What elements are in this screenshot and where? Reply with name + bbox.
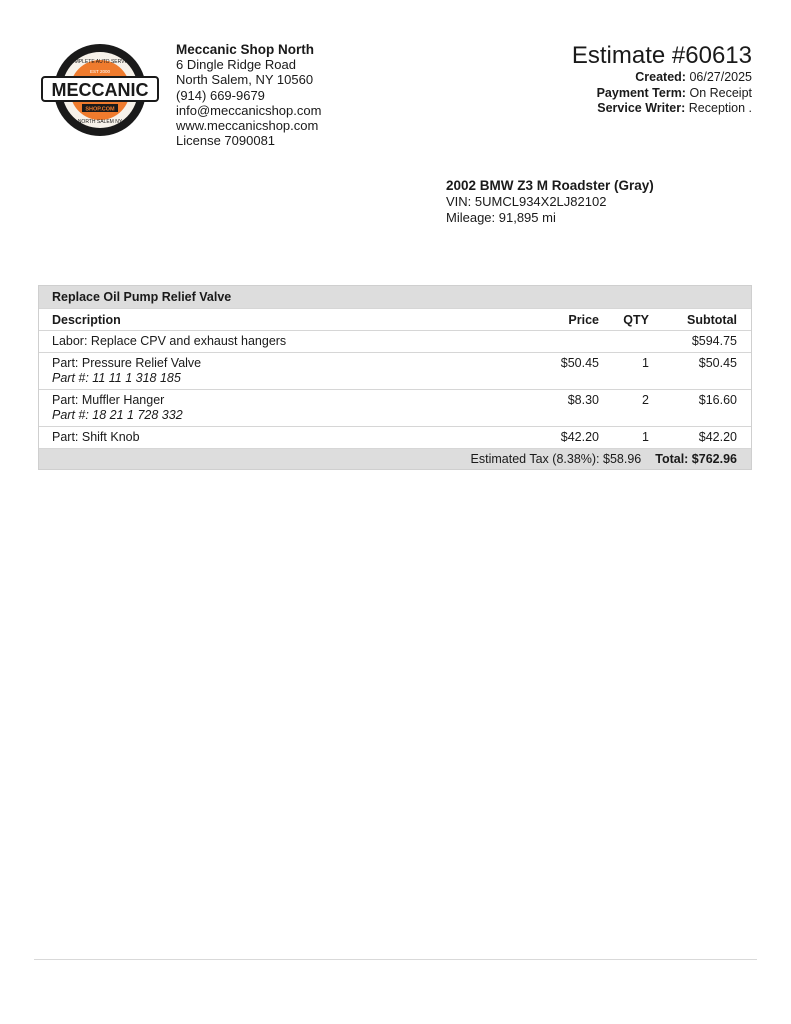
line-description-text: Labor: Replace CPV and exhaust hangers (52, 334, 287, 348)
col-qty: QTY (623, 312, 649, 327)
line-description-text: Part: Muffler Hanger (52, 393, 165, 407)
line-price: $8.30 (567, 393, 599, 407)
table-row (39, 426, 751, 448)
line-price (523, 334, 613, 349)
line-subtotal: $594.75 (691, 334, 737, 348)
line-qty: 1 (642, 430, 649, 444)
service-title: Replace Oil Pump Relief Valve (39, 286, 751, 308)
line-description-text: Part: Pressure Relief Valve (52, 356, 202, 370)
estimate-title: Estimate #60613 (571, 42, 752, 69)
line-price: $42.20 (560, 430, 599, 444)
line-description (39, 430, 523, 445)
totals-row (39, 448, 751, 469)
vehicle-mileage: Mileage: 91,895 mi (446, 209, 556, 225)
shop-phone: (914) 669-9679 (176, 87, 265, 103)
line-subtotal: $42.20 (698, 430, 737, 444)
line-description-text: Part: Shift Knob (52, 430, 140, 444)
service-writer-value: Reception . (688, 101, 752, 115)
estimated-tax: Estimated Tax (8.38%): $58.96 (470, 452, 642, 466)
footer-divider (34, 959, 757, 960)
shop-license: License 7090081 (176, 133, 276, 149)
shop-website: www.meccanicshop.com (176, 118, 319, 134)
table-row (39, 389, 751, 426)
payment-term-label: Payment Term: (596, 85, 686, 100)
table-row (39, 330, 751, 352)
created-value: 06/27/2025 (689, 70, 752, 84)
payment-term-row (572, 86, 752, 102)
line-qty: 2 (642, 393, 649, 407)
logo-domain: SHOP.COM (85, 106, 115, 113)
estimate-header (572, 42, 752, 117)
service-writer-row (572, 101, 752, 117)
table-row (39, 352, 751, 389)
line-subtotal: $50.45 (698, 356, 737, 370)
col-description: Description (52, 312, 121, 327)
line-description (39, 334, 523, 349)
created-label: Created: (635, 70, 686, 84)
col-price: Price (568, 312, 599, 327)
logo-wordmark: MECCANIC (51, 80, 149, 100)
line-part-number: Part #: 18 21 1 728 332 (52, 408, 183, 422)
line-description (39, 393, 523, 423)
line-price: $50.45 (560, 356, 599, 370)
column-header-row (39, 308, 751, 330)
col-subtotal: Subtotal (687, 312, 737, 327)
shop-info (176, 42, 321, 148)
line-subtotal: $16.60 (698, 393, 737, 407)
service-table (38, 285, 752, 470)
vehicle-name: 2002 BMW Z3 M Roadster (Gray) (446, 178, 654, 193)
shop-name: Meccanic Shop North (176, 42, 315, 57)
payment-term-value: On Receipt (689, 85, 752, 100)
line-description (39, 356, 523, 386)
line-part-number: Part #: 11 11 1 318 185 (52, 371, 181, 385)
shop-address-line2: North Salem, NY 10560 (176, 72, 314, 88)
vehicle-info (446, 177, 654, 225)
line-qty: 1 (642, 356, 649, 370)
vehicle-vin: VIN: 5UMCL934X2LJ82102 (446, 194, 607, 209)
estimate-total: Total: $762.96 (655, 452, 737, 466)
shop-address-line1: 6 Dingle Ridge Road (176, 57, 296, 73)
service-writer-label: Service Writer: (597, 101, 686, 115)
created-row (572, 70, 752, 86)
line-qty (613, 334, 663, 349)
shop-logo (40, 43, 160, 137)
logo-est: EST 2000 (90, 69, 110, 74)
logo-top-arc: COMPLETE AUTO SERVICE (67, 59, 133, 65)
logo-bottom-arc: NORTH SALEM NY (77, 119, 123, 125)
shop-email: info@meccanicshop.com (176, 102, 322, 118)
